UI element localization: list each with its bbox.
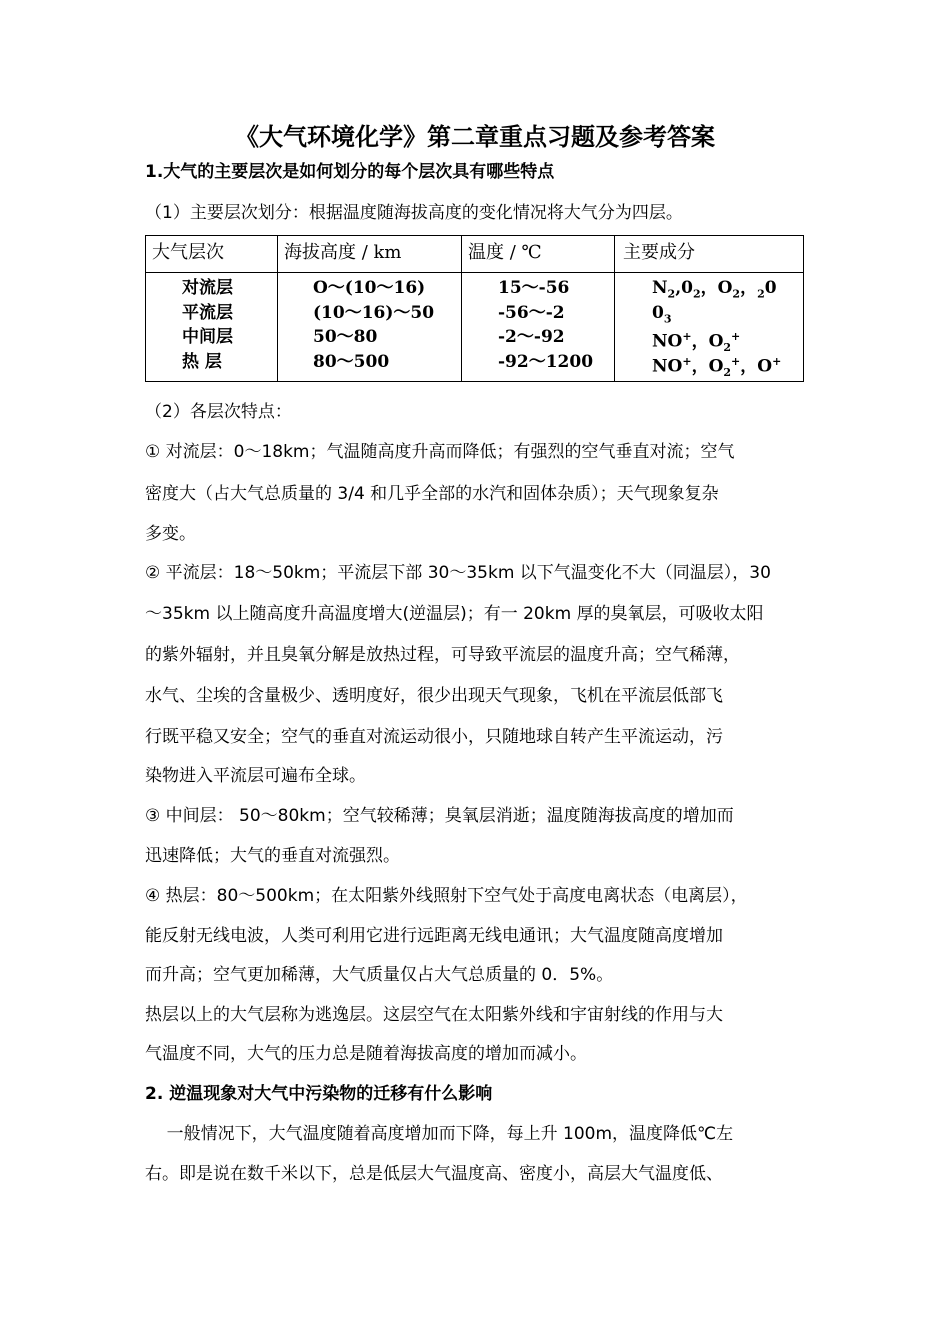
text-line: 热层以上的大气层称为逃逸层。这层空气在太阳紫外线和宇宙射线的作用与大 [145, 1005, 723, 1025]
text-line: 右。即是说在数千米以下，总是低层大气温度高、密度小，高层大气温度低、 [145, 1164, 723, 1184]
question-1-heading: 1.大气的主要层次是如何划分的每个层次具有哪些特点 [145, 162, 555, 182]
table-cell: (10～16)～50 [313, 302, 435, 323]
table-cell: 对流层 [182, 278, 233, 298]
table-cell: O～(10～16) [313, 278, 426, 298]
table-cell: NO+，$O_2^+$ [652, 330, 741, 355]
paragraph-layer-division: （1）主要层次划分：根据温度随海拔高度的变化情况将大气分为四层。 [145, 203, 683, 223]
table-column-heights [313, 276, 434, 374]
table-header-altitude: 海拔高度 / km [284, 242, 402, 263]
table-header-layer: 大气层次 [152, 242, 224, 263]
table-col-divider [614, 236, 615, 381]
table-header-composition: 主要成分 [623, 242, 695, 263]
table-header-divider [146, 272, 803, 273]
text-line: 多变。 [145, 524, 196, 544]
table-col-divider [277, 236, 278, 381]
text-line: ① 对流层：0～18km；气温随高度升高而降低；有强烈的空气垂直对流；空气 [145, 442, 735, 462]
table-cell: 15～-56 [498, 278, 570, 298]
table-cell: 中间层 [182, 327, 233, 347]
table-cell: 平流层 [182, 302, 233, 323]
table-cell: -56～-2 [498, 302, 565, 323]
table-column-composition [652, 276, 782, 379]
text-line: 气温度不同，大气的压力总是随着海拔高度的增加而减小。 [145, 1044, 587, 1064]
text-line: 的紫外辐射，并且臭氧分解是放热过程，可导致平流层的温度升高；空气稀薄， [145, 645, 740, 665]
document-title: 《大气环境化学》第二章重点习题及参考答案 [235, 122, 715, 151]
text-line: ～35km 以上随高度升高温度增大(逆温层)；有一 20km 厚的臭氧层，可吸收太阳 [145, 604, 764, 624]
text-line: 能反射无线电波，人类可利用它进行远距离无线电通讯；大气温度随高度增加 [145, 926, 723, 946]
table-cell: 80～500 [313, 351, 390, 372]
table-column-layers [182, 276, 233, 374]
text-line: 一般情况下，大气温度随着高度增加而下降，每上升 100m，温度降低℃左 [145, 1124, 734, 1144]
table-cell: NO+，$O_2^+$，O+ [652, 354, 782, 379]
text-line: ② 平流层：18～50km；平流层下部 30～35km 以下气温变化不大（同温层），30 [145, 563, 771, 583]
text-line: 行既平稳又安全；空气的垂直对流运动很小，只随地球自转产生平流运动，污 [145, 727, 723, 747]
table-col-divider [461, 236, 462, 381]
table-cell: -92～1200 [498, 351, 594, 372]
table-column-temps [498, 276, 593, 374]
text-line: 迅速降低；大气的垂直对流强烈。 [145, 846, 400, 866]
table-cell: $0_3$ [652, 302, 672, 325]
text-line: 密度大（占大气总质量的 3/4 和几乎全部的水汽和固体杂质）；天气现象复杂 [145, 484, 719, 504]
table-cell: $N_2,0_2$，$O_2$，$_2$0 [652, 278, 777, 301]
text-line: ③ 中间层： 50～80km；空气较稀薄；臭氧层消逝；温度随海拔高度的增加而 [145, 806, 734, 826]
table-cell: 50～80 [313, 327, 378, 347]
table-cell: 热 层 [182, 351, 222, 372]
text-line: ④ 热层：80～500km；在太阳紫外线照射下空气处于高度电离状态（电离层）， [145, 886, 748, 906]
question-2-heading: 2. 逆温现象对大气中污染物的迁移有什么影响 [145, 1084, 493, 1104]
text-line: 水气、尘埃的含量极少、透明度好，很少出现天气现象，飞机在平流层低部飞 [145, 686, 723, 706]
table-cell: -2～-92 [498, 327, 565, 347]
text-line: 染物进入平流层可遍布全球。 [145, 766, 366, 786]
paragraph-layer-features: （2）各层次特点： [145, 402, 292, 422]
table-header-temperature: 温度 / ℃ [468, 242, 542, 263]
text-line: 而升高；空气更加稀薄，大气质量仅占大气总质量的 0．5%。 [145, 965, 614, 985]
atmosphere-layers-table [145, 235, 804, 382]
